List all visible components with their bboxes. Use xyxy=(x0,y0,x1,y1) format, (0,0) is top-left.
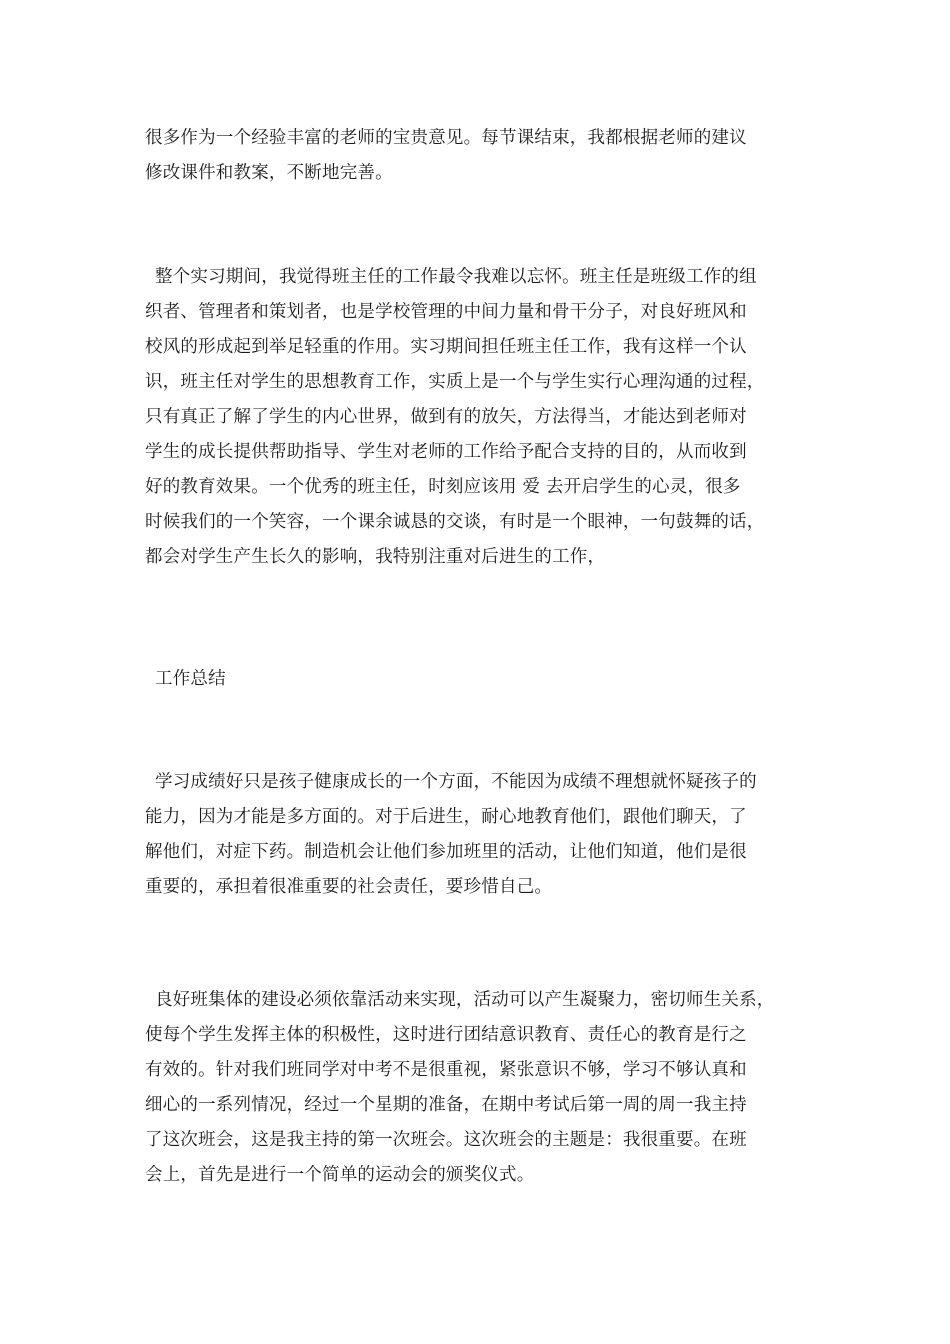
paragraph-line: 学习成绩好只是孩子健康成长的一个方面，不能因为成绩不理想就怀疑孩子的 xyxy=(155,772,757,792)
paragraph-line: 修改课件和教案，不断地完善。 xyxy=(145,163,393,183)
paragraph-line: 有效的。针对我们班同学对中考不是很重视，紧张意识不够，学习不够认真和 xyxy=(145,1060,747,1080)
paragraph-3 xyxy=(145,765,815,905)
paragraph-line: 使每个学生发挥主体的积极性，这时进行团结意识教育、责任心的教育是行之 xyxy=(145,1025,747,1045)
paragraph-line: 学生的成长提供帮助指导、学生对老师的工作给予配合支持的目的，从而收到 xyxy=(145,442,747,462)
paragraph-line: 识，班主任对学生的思想教育工作，实质上是一个与学生实行心理沟通的过程， xyxy=(145,372,765,392)
paragraph-line: 重要的，承担着很准重要的社会责任，要珍惜自己。 xyxy=(145,877,553,897)
paragraph-line: 时候我们的一个笑容，一个课余诚恳的交谈，有时是一个眼神，一句鼓舞的话， xyxy=(145,512,765,532)
paragraph-line: 校风的形成起到举足轻重的作用。实习期间担任班主任工作，我有这样一个认 xyxy=(145,337,747,357)
paragraph-line: 会上，首先是进行一个简单的运动会的颁奖仪式。 xyxy=(145,1165,535,1185)
paragraph-1 xyxy=(145,121,815,191)
paragraph-line: 好的教育效果。一个优秀的班主任，时刻应该用 爱 去开启学生的心灵，很多 xyxy=(145,477,741,497)
paragraph-4 xyxy=(145,983,815,1193)
paragraph-line: 都会对学生产生长久的影响，我特别注重对后进生的工作， xyxy=(145,547,606,567)
paragraph-line: 只有真正了解了学生的内心世界，做到有的放矢，方法得当，才能达到老师对 xyxy=(145,407,747,427)
paragraph-line: 了这次班会，这是我主持的第一次班会。这次班会的主题是：我很重要。在班 xyxy=(145,1130,747,1150)
paragraph-line: 良好班集体的建设必须依靠活动来实现，活动可以产生凝聚力，密切师生关系， xyxy=(155,990,775,1010)
paragraph-line: 织者、管理者和策划者，也是学校管理的中间力量和骨干分子，对良好班风和 xyxy=(145,302,747,322)
paragraph-line: 整个实习期间，我觉得班主任的工作最令我难以忘怀。班主任是班级工作的组 xyxy=(155,267,757,287)
paragraph-2 xyxy=(145,260,815,575)
paragraph-line: 能力，因为才能是多方面的。对于后进生，耐心地教育他们，跟他们聊天，了 xyxy=(145,807,747,827)
section-heading-work-summary xyxy=(145,662,815,697)
paragraph-line: 解他们，对症下药。制造机会让他们参加班里的活动，让他们知道，他们是很 xyxy=(145,842,747,862)
paragraph-line: 细心的一系列情况，经过一个星期的准备，在期中考试后第一周的周一我主持 xyxy=(145,1095,747,1115)
paragraph-line: 很多作为一个经验丰富的老师的宝贵意见。每节课结束，我都根据老师的建议 xyxy=(145,128,747,148)
section-heading: 工作总结 xyxy=(155,669,226,689)
